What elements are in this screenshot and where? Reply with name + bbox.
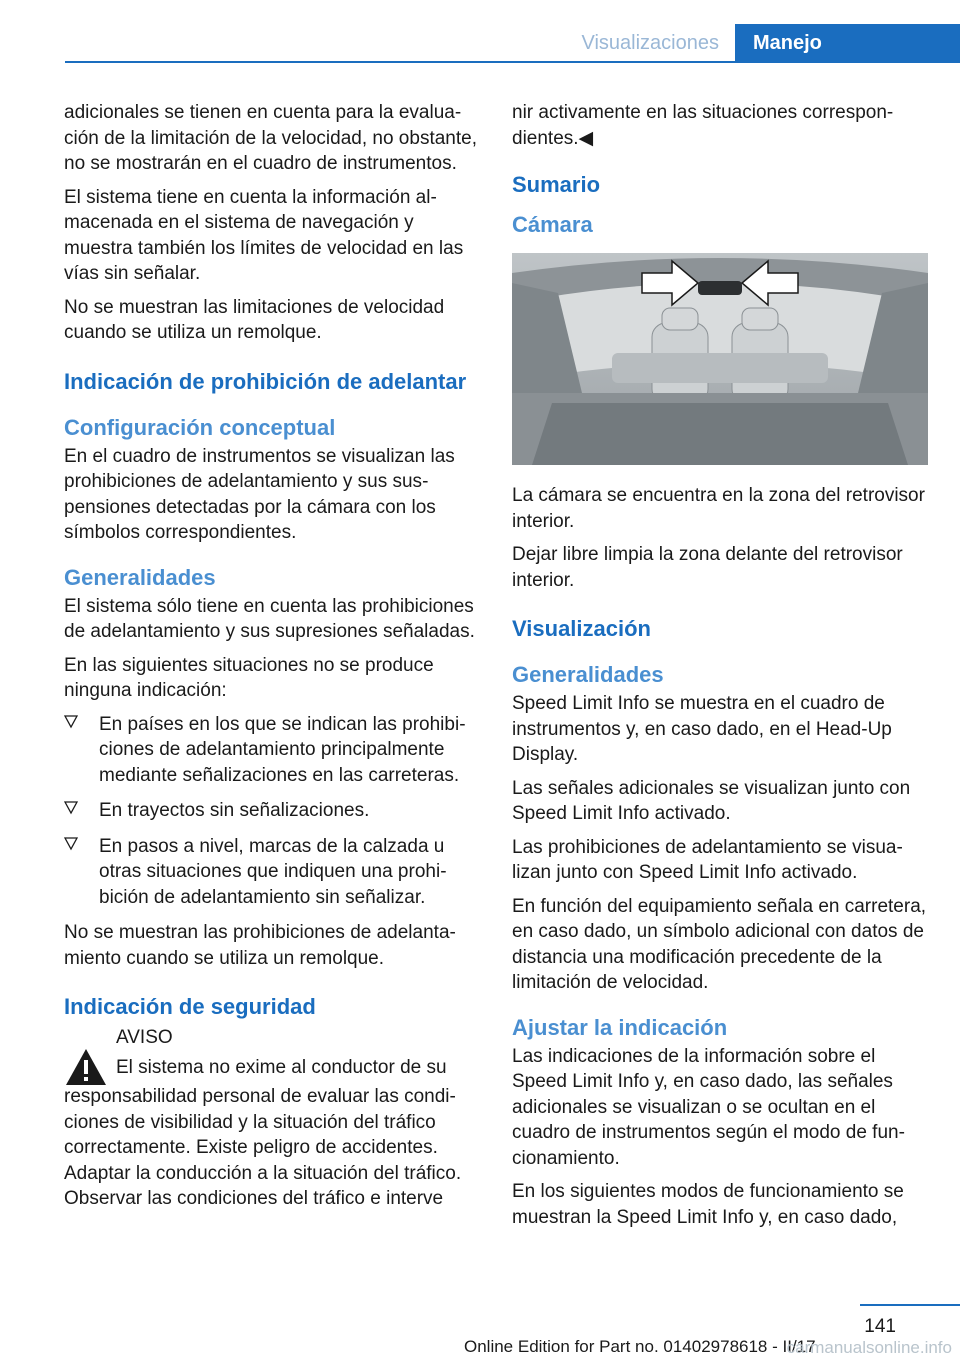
list-item [64,712,484,789]
footer-edition: Online Edition for Part no. 01402978618 - II/17 [464,1337,816,1356]
subsection-heading-camara: Cámara [512,212,593,237]
page-number: 141 [864,1316,896,1337]
paragraph: No se muestran las prohibiciones de adelantamiento cuando se utiliza un remolque. [64,922,456,969]
paragraph: En los siguientes modos de funcionamiento se muestran la Speed Limit Info y, en caso dado, [512,1181,904,1228]
right-column [512,100,930,1238]
paragraph: Dejar libre limpia la zona delante del retrovisor interior. [512,544,903,591]
list-item-text: En países en los que se indican las prohibiciones de adelantamiento principalmente mediante señalizaciones en las carreteras. [99,713,466,786]
subsection-heading-ajustar: Ajustar la indicación [512,1014,728,1040]
triangle-bullet-icon [64,715,78,729]
warning-block [64,1025,484,1212]
paragraph: El sistema tiene en cuenta la información almacenada en el sistema de navegación y muestra también los límites de velocidad en las vías sin señalar. [64,186,464,284]
warning-label: AVISO [116,1027,173,1048]
list-item [64,834,484,911]
header-rule [65,61,960,63]
bullet-list [64,712,484,911]
warning-triangle-icon [64,1047,108,1087]
header-tab-visualizaciones[interactable]: Visualizaciones [581,32,719,54]
left-column [64,100,484,1220]
camera-illustration [512,253,928,465]
list-item [64,798,484,824]
paragraph: Speed Limit Info se muestra en el cuadro de instrumentos y, en caso dado, en el Head-Up Display. [512,693,892,765]
paragraph: Las señales adicionales se visualizan junto con Speed Limit Info activado. [512,777,911,824]
triangle-bullet-icon [64,837,78,851]
footer-rule [860,1304,960,1306]
section-heading-seguridad: Indicación de seguridad [64,994,316,1019]
section-heading-prohibicion: Indicación de prohibición de adelantar [64,368,467,394]
paragraph: En las siguientes situaciones no se produce ninguna indicación: [64,654,434,701]
watermark: carmanualsonline.info [786,1338,952,1357]
header-tab-manejo[interactable]: Manejo [735,24,960,63]
subsection-heading-generalidades: Generalidades [64,564,216,590]
subsection-heading-generalidades: Generalidades [512,662,664,687]
car-interior-image [512,253,928,465]
list-item-text: En pasos a nivel, marcas de la calzada u otras situaciones que indiquen una prohibición de adelantamiento sin señalizar. [99,835,447,908]
triangle-bullet-icon [64,801,78,815]
paragraph: El sistema sólo tiene en cuenta las prohibiciones de adelantamiento y sus supresiones señaladas. [64,595,475,642]
paragraph: En función del equipamiento señala en carretera, en caso dado, un símbolo adicional con datos de distancia una modificación precedente de la limitación de velocidad. [512,895,927,993]
subsection-heading-config: Configuración conceptual [64,414,336,440]
warning-text: El sistema no exime al conductor de su [116,1056,447,1078]
paragraph: No se muestran las limitaciones de velocidad cuando se utiliza un remolque. [64,296,445,343]
section-heading-sumario: Sumario [512,172,601,197]
paragraph: La cámara se encuentra en la zona del retrovisor interior. [512,485,925,532]
paragraph: adicionales se tienen en cuenta para la evaluación de la limitación de la velocidad, no obstante, no se mostrarán en el cuadro de instrumentos. [64,102,477,174]
list-item-text: En trayectos sin señalizaciones. [99,800,370,821]
paragraph: nir activamente en las situaciones correspondientes.◀ [512,102,894,149]
paragraph: Las indicaciones de la información sobre el Speed Limit Info y, en caso dado, las señales adicionales se visualizan o se ocultan en el cuadro de instrumentos según el modo de funcionamiento. [512,1045,905,1169]
paragraph: Las prohibiciones de adelantamiento se visualizan junto con Speed Limit Info activado. [512,836,903,883]
warning-text-continued: responsabilidad personal de evaluar las condiciones de visibilidad y la situación del tráfico correctamente. Existe peligro de accidentes. Adaptar la conducción a la situación del tráfico. Observar las condiciones del tráfico e interve [64,1086,462,1209]
page-header [0,0,960,63]
section-heading-visualizacion: Visualización [512,616,651,641]
paragraph: En el cuadro de instrumentos se visualizan las prohibiciones de adelantamiento y sus suspensiones detectadas por la cámara con los símbolos correspondientes. [64,445,455,543]
